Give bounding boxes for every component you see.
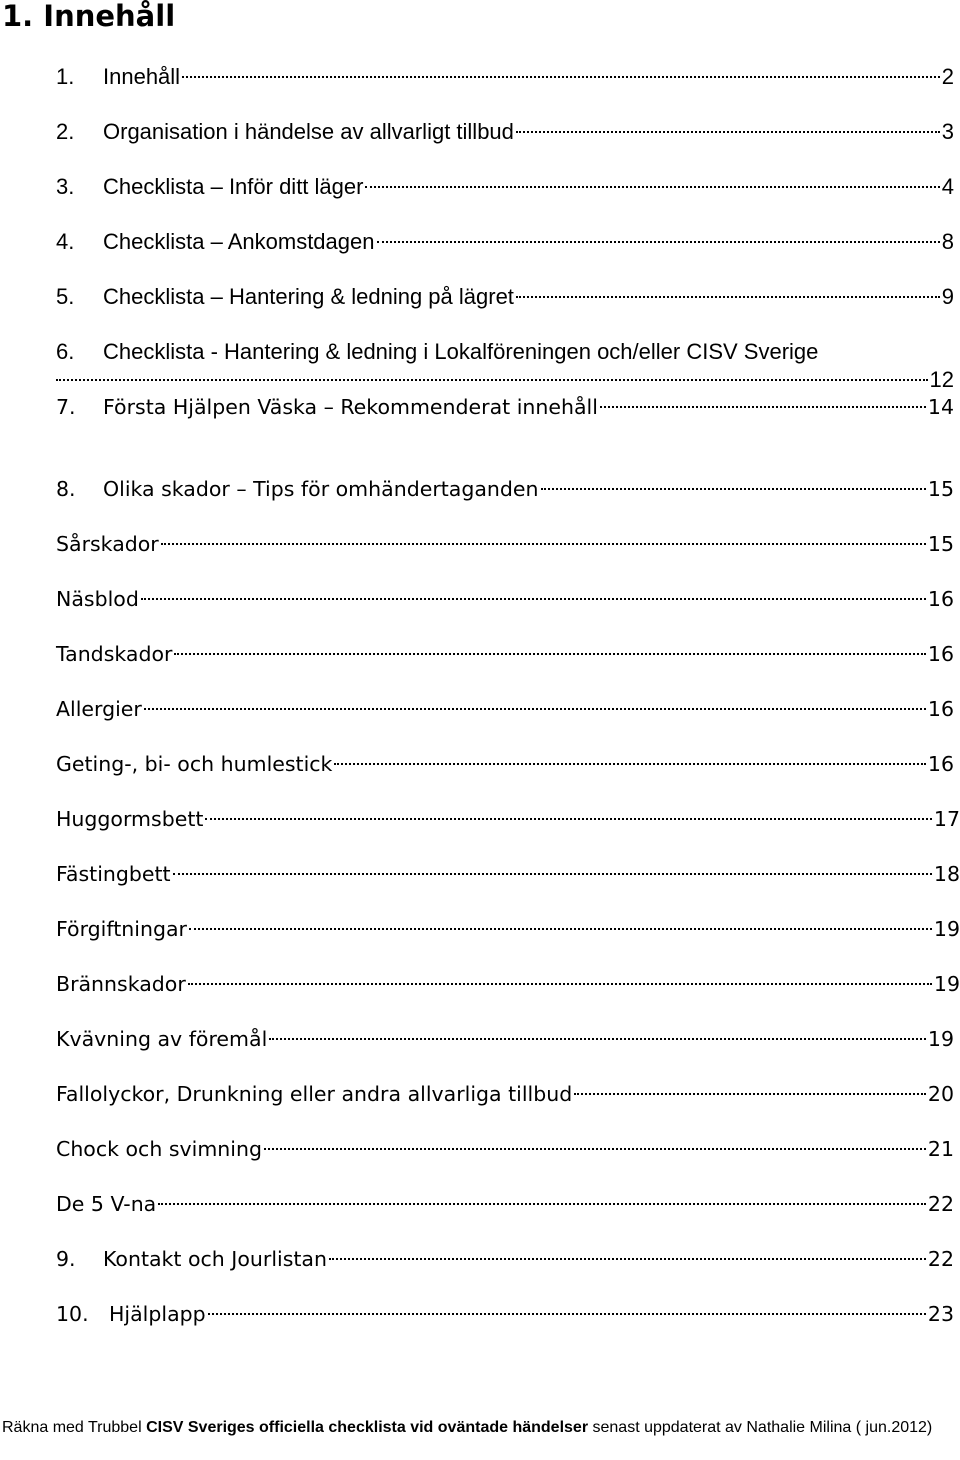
toc-subentry[interactable]	[56, 584, 954, 614]
dot-leader	[189, 928, 932, 930]
toc-entry-label: Innehåll	[103, 64, 181, 89]
toc-entry-page: 17	[933, 807, 960, 831]
page-title: 1. Innehåll	[2, 0, 176, 33]
dot-leader	[173, 873, 932, 875]
toc-entry-page: 21	[927, 1137, 954, 1161]
toc-entry-label: Tandskador	[56, 642, 173, 666]
toc-entry-label: Brännskador	[56, 972, 186, 996]
dot-leader	[161, 543, 926, 545]
toc-entry-number: 2.	[56, 119, 75, 144]
toc-entry-label: Hjälplapp	[109, 1302, 206, 1326]
toc-subentry[interactable]	[56, 1079, 954, 1109]
toc-entry-page: 16	[927, 752, 954, 776]
toc-entry-page: 18	[933, 862, 960, 886]
dot-leader	[516, 296, 940, 298]
toc-entry[interactable]	[56, 172, 954, 202]
toc-subentry[interactable]	[56, 804, 960, 834]
dot-leader	[174, 653, 925, 655]
toc-entry-page: 3	[941, 119, 954, 144]
toc-entry-page: 12	[929, 367, 954, 392]
toc-entry-page: 16	[927, 697, 954, 721]
toc-entry-label: Checklista – Hantering & ledning på lägret	[103, 284, 514, 309]
footer-credit: senast uppdaterat av Nathalie Milina ( jun.2012)	[588, 1419, 933, 1436]
toc-entry-label: Geting-, bi- och humlestick	[56, 752, 333, 776]
toc-entry-page: 2	[941, 64, 954, 89]
dot-leader	[208, 1313, 926, 1315]
dot-leader	[56, 379, 928, 381]
toc-entry[interactable]	[56, 337, 954, 367]
dot-leader	[516, 131, 940, 133]
dot-leader	[600, 406, 926, 408]
toc-entry-label: Sårskador	[56, 532, 159, 556]
toc-entry[interactable]	[56, 117, 954, 147]
toc-entry-number: 6.	[56, 339, 75, 364]
toc-entry-number: 9.	[56, 1247, 76, 1271]
toc-subentry[interactable]	[56, 749, 954, 779]
dot-leader	[377, 241, 940, 243]
toc-entry-label: Kontakt och Jourlistan	[103, 1247, 327, 1271]
toc-entry-page: 15	[927, 477, 954, 501]
toc-entry-label: Fästingbett	[56, 862, 171, 886]
page-footer	[2, 1418, 952, 1438]
dot-leader	[365, 186, 939, 188]
dot-leader	[182, 76, 940, 78]
toc-entry-label: Första Hjälpen Väska – Rekommenderat innehåll	[103, 395, 598, 419]
toc-entry[interactable]	[56, 62, 954, 92]
toc-entry-continued[interactable]	[56, 365, 954, 395]
footer-subtitle: CISV Sveriges officiella checklista vid oväntade händelser	[146, 1419, 589, 1436]
dot-leader	[329, 1258, 926, 1260]
footer-title: Räkna med Trubbel	[2, 1419, 147, 1436]
toc-entry[interactable]	[56, 474, 954, 504]
toc-entry-page: 15	[927, 532, 954, 556]
toc-subentry[interactable]	[56, 914, 960, 944]
toc-entry-label: Olika skador – Tips för omhändertaganden	[103, 477, 539, 501]
toc-entry-number: 1.	[56, 64, 75, 89]
toc-entry-number: 7.	[56, 395, 76, 419]
toc-entry-number: 8.	[56, 477, 76, 501]
toc-subentry[interactable]	[56, 1189, 954, 1219]
toc-entry-page: 19	[933, 917, 960, 941]
toc-subentry[interactable]	[56, 529, 954, 559]
dot-leader	[141, 598, 926, 600]
toc-entry-label: Checklista – Ankomstdagen	[103, 229, 375, 254]
toc-entry[interactable]	[56, 1299, 954, 1329]
toc-entry-label: Allergier	[56, 697, 142, 721]
toc-entry-page: 16	[927, 587, 954, 611]
toc-entry-label: Checklista – Inför ditt läger	[103, 174, 364, 199]
toc-entry-page: 19	[933, 972, 960, 996]
dot-leader	[158, 1203, 926, 1205]
toc-subentry[interactable]	[56, 1134, 954, 1164]
toc-entry[interactable]	[56, 282, 954, 312]
toc-entry-number: 10.	[56, 1302, 89, 1326]
dot-leader	[144, 708, 926, 710]
toc-entry-page: 22	[927, 1192, 954, 1216]
toc-entry-label: Chock och svimning	[56, 1137, 263, 1161]
toc-subentry[interactable]	[56, 969, 960, 999]
toc-entry[interactable]	[56, 1244, 954, 1274]
dot-leader	[334, 763, 925, 765]
toc-entry-label: Näsblod	[56, 587, 139, 611]
toc-entry-page: 9	[941, 284, 954, 309]
dot-leader	[205, 818, 932, 820]
toc-entry-number: 5.	[56, 284, 75, 309]
toc-entry[interactable]	[56, 392, 954, 422]
toc-entry-page: 4	[941, 174, 954, 199]
toc-entry-page: 14	[927, 395, 954, 419]
toc-entry-label: Huggormsbett	[56, 807, 204, 831]
dot-leader	[264, 1148, 926, 1150]
toc-entry-label: Organisation i händelse av allvarligt tillbud	[103, 119, 514, 144]
toc-entry-page: 19	[927, 1027, 954, 1051]
toc-subentry[interactable]	[56, 639, 954, 669]
toc-subentry[interactable]	[56, 859, 960, 889]
toc-entry-page: 20	[927, 1082, 954, 1106]
toc-entry-label: Förgiftningar	[56, 917, 187, 941]
toc-entry-number: 4.	[56, 229, 75, 254]
toc-entry-label: Fallolyckor, Drunkning eller andra allvarliga tillbud	[56, 1082, 573, 1106]
toc-entry-page: 8	[941, 229, 954, 254]
toc-entry-page: 22	[927, 1247, 954, 1271]
dot-leader	[541, 488, 926, 490]
toc-subentry[interactable]	[56, 694, 954, 724]
dot-leader	[574, 1093, 926, 1095]
toc-entry[interactable]	[56, 227, 954, 257]
toc-entry-label: Kvävning av föremål	[56, 1027, 268, 1051]
toc-entry-label: Checklista - Hantering & ledning i Lokalföreningen och/eller CISV Sverige	[103, 339, 819, 364]
toc-entry-page: 16	[927, 642, 954, 666]
dot-leader	[269, 1038, 926, 1040]
toc-entry-label: De 5 V-na	[56, 1192, 157, 1216]
toc-entry-page: 23	[927, 1302, 954, 1326]
dot-leader	[188, 983, 932, 985]
toc-entry-number: 3.	[56, 174, 75, 199]
toc-subentry[interactable]	[56, 1024, 954, 1054]
